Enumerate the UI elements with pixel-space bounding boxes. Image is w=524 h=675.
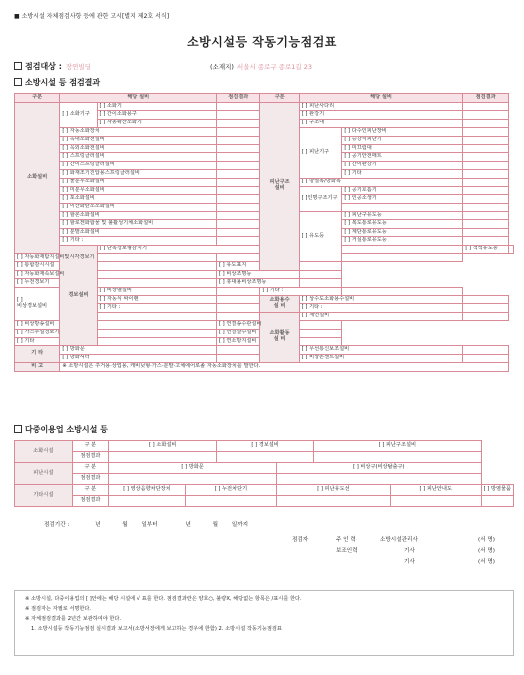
list-item[interactable]: [ ] 소화기 bbox=[97, 103, 216, 111]
group-label: 피난구조 설비 bbox=[260, 103, 299, 271]
result-cell[interactable] bbox=[97, 254, 216, 262]
list-item[interactable]: [ ] 자동확산소화기 bbox=[97, 119, 216, 127]
col-header: 해당 설비 bbox=[60, 94, 217, 103]
result-cell[interactable] bbox=[216, 186, 259, 194]
result-cell[interactable] bbox=[463, 111, 509, 119]
multi-use-table bbox=[14, 440, 514, 507]
list-item[interactable]: [ ] 연결살수설비 bbox=[216, 329, 299, 337]
result-cell[interactable] bbox=[216, 228, 259, 236]
inspection-target bbox=[14, 62, 91, 71]
list-item[interactable]: [ ] 유도표지 bbox=[216, 262, 299, 270]
result-cell[interactable] bbox=[216, 304, 259, 312]
list-item[interactable] bbox=[342, 203, 463, 211]
list-item[interactable]: [ ] 통합감시시설 bbox=[15, 262, 98, 270]
table-row bbox=[15, 321, 514, 329]
period-text: 월 bbox=[212, 522, 219, 528]
result-cell[interactable] bbox=[463, 203, 509, 211]
cell: 점검결과 bbox=[72, 474, 108, 485]
table-row bbox=[15, 279, 514, 287]
list-item[interactable]: [ ] 할로겐화합물 및 불활성기체소화설비 bbox=[60, 220, 217, 228]
list-item[interactable]: [ ] 제연설비 bbox=[299, 312, 463, 320]
result-cell[interactable] bbox=[216, 287, 259, 295]
list-item[interactable]: [ ] 비상벨설비 bbox=[97, 287, 216, 295]
col-header: 해당 설비 bbox=[299, 94, 463, 103]
table-row bbox=[15, 270, 514, 278]
col-header: 구분 bbox=[15, 94, 60, 103]
table-row bbox=[15, 262, 514, 270]
signature-field[interactable]: (서 명) bbox=[478, 537, 495, 543]
list-item[interactable]: [ ] 기타 : bbox=[260, 287, 342, 295]
assistant-label: 보조인력 bbox=[336, 548, 358, 554]
result-cell[interactable] bbox=[216, 203, 259, 211]
result-cell[interactable] bbox=[463, 186, 509, 194]
list-item[interactable]: [ ] 스프링클러설비 bbox=[60, 153, 217, 161]
result-cell[interactable] bbox=[463, 103, 509, 111]
list-item[interactable]: [ ] 누전경보기 bbox=[15, 279, 98, 287]
group-label: 소화활동 설 비 bbox=[260, 312, 299, 362]
result-cell[interactable] bbox=[216, 170, 259, 178]
period-text: 일부터 bbox=[141, 522, 158, 528]
period-text: 년 bbox=[185, 522, 191, 528]
list-item[interactable]: [ ] 기타 bbox=[15, 337, 98, 345]
list-item[interactable]: [ ] 무선통신보조설비 bbox=[299, 346, 463, 354]
list-item[interactable]: [ ] 공기호흡기 bbox=[342, 186, 463, 194]
list-item[interactable]: [ ] 할론소화설비 bbox=[60, 212, 217, 220]
remarks-text: ※ 소방시설은 주거용·상업용, 캐비닛형·가스·분말·고체에어로졸 자동소화장치를 말한다. bbox=[60, 363, 509, 371]
list-item[interactable]: [ ] 미끄럼대 bbox=[342, 144, 463, 152]
result-cell[interactable] bbox=[97, 262, 216, 270]
cell: 점검결과 bbox=[72, 496, 108, 507]
checkbox-cell[interactable]: [ ] 영상음향차단장치 bbox=[109, 485, 186, 496]
list-item[interactable]: [ ] 객석유도등 bbox=[463, 245, 509, 253]
note-line: ※ 점검자는 자필로 서명한다. bbox=[25, 606, 92, 612]
checkbox-cell[interactable]: [ ] 소화설비 bbox=[109, 441, 217, 452]
list-item[interactable]: [ ] 비상조명등 bbox=[216, 270, 299, 278]
table-row bbox=[15, 103, 514, 111]
checkbox-cell[interactable]: [ ] 누전차단기 bbox=[185, 485, 276, 496]
result-cell[interactable] bbox=[216, 237, 259, 245]
cell: 구 분 bbox=[72, 485, 108, 496]
result-cell[interactable] bbox=[216, 119, 259, 127]
period-text: 일까지 bbox=[231, 522, 249, 528]
list-item[interactable]: [ ] 다수인피난장비 bbox=[342, 128, 463, 136]
result-cell[interactable] bbox=[463, 153, 509, 161]
result-cell[interactable] bbox=[216, 346, 259, 354]
list-item[interactable]: [ ] 방화셔터 bbox=[60, 354, 217, 362]
result-cell[interactable] bbox=[299, 321, 342, 329]
section-title: 다중이용업 소방시설 등 bbox=[25, 425, 108, 434]
result-cell[interactable] bbox=[463, 304, 509, 312]
result-cell[interactable] bbox=[97, 337, 216, 345]
role-label: 소방시설관리사 bbox=[380, 537, 418, 543]
sub-group-label: [ ] 비상경보설비 bbox=[15, 287, 60, 321]
group-label: 소화용수 설 비 bbox=[260, 295, 299, 312]
period-text: 월 bbox=[122, 522, 128, 528]
list-item[interactable]: [ ] 이산화탄소소화설비 bbox=[60, 203, 217, 211]
result-cell[interactable] bbox=[216, 161, 259, 169]
list-item[interactable]: [ ] 기타 : bbox=[299, 304, 463, 312]
address-label: (소재지) bbox=[210, 63, 234, 71]
checkbox-icon[interactable] bbox=[14, 62, 22, 70]
list-item[interactable]: [ ] 포소화설비 bbox=[60, 195, 217, 203]
list-item[interactable]: [ ] 공기안전매트 bbox=[342, 153, 463, 161]
inspector-label: 점검자 bbox=[292, 537, 309, 543]
list-item[interactable]: [ ] 승강식피난기 bbox=[342, 136, 463, 144]
result-cell[interactable] bbox=[97, 270, 216, 278]
list-item[interactable]: [ ] 옥내소화전설비 bbox=[60, 136, 217, 144]
list-item[interactable]: [ ] 구조대 bbox=[299, 119, 463, 127]
address-value: 서울시 종로구 종로1길 23 bbox=[236, 63, 313, 71]
table-row bbox=[15, 329, 514, 337]
result-cell[interactable] bbox=[216, 153, 259, 161]
note-line: ※ 자체점검결과를 2년간 보관하여야 한다. bbox=[25, 616, 122, 622]
note-line: 1. 소방시설등 작동기능점검 실시결과 보고서(소방서장에게 보고하는 경우에 한함) 2. 소방시설 작동기능점검표 bbox=[31, 626, 282, 632]
result-cell[interactable] bbox=[463, 119, 509, 127]
result-cell[interactable] bbox=[216, 128, 259, 136]
checkbox-cell[interactable]: [ ] 비상구(비상탈출구) bbox=[277, 463, 482, 474]
result-cell[interactable] bbox=[463, 136, 509, 144]
address bbox=[210, 64, 312, 71]
period-label: 점검기간 : bbox=[44, 522, 70, 528]
role-label: 기사 bbox=[404, 559, 415, 565]
cell: 구 분 bbox=[72, 463, 108, 474]
col-header: 점검결과 bbox=[216, 94, 259, 103]
signature-field[interactable]: (서 명) bbox=[478, 548, 495, 554]
result-cell[interactable] bbox=[463, 295, 509, 303]
result-cell[interactable] bbox=[463, 228, 509, 236]
list-item[interactable]: [ ] 인공소생기 bbox=[342, 195, 463, 203]
list-item[interactable]: [ ] 가스누설경보기 bbox=[15, 329, 98, 337]
result-cell[interactable] bbox=[463, 128, 509, 136]
result-cell[interactable] bbox=[299, 337, 342, 345]
checkbox-cell[interactable]: [ ] 피난유도선 bbox=[277, 485, 391, 496]
result-cell[interactable] bbox=[216, 111, 259, 119]
list-item[interactable]: [ ] 방화문 bbox=[60, 346, 217, 354]
list-item[interactable]: [ ] 단독경보형감지기 bbox=[97, 245, 260, 253]
result-cell[interactable] bbox=[463, 178, 509, 186]
list-item[interactable]: [ ] 비상방송설비 bbox=[15, 321, 98, 329]
checkbox-icon[interactable] bbox=[14, 425, 22, 433]
result-cell[interactable] bbox=[463, 195, 509, 203]
list-item[interactable]: [ ] 분말소화설비 bbox=[60, 228, 217, 236]
checkbox-cell[interactable]: [ ] 방염물품 bbox=[481, 485, 513, 496]
result-cell[interactable] bbox=[463, 212, 509, 220]
list-item[interactable]: [ ] 간이소화용구 bbox=[97, 111, 216, 119]
checkbox-cell[interactable]: [ ] 방화문 bbox=[109, 463, 277, 474]
result-cell[interactable] bbox=[342, 245, 463, 253]
list-item[interactable]: [ ] 비상콘센트설비 bbox=[299, 354, 463, 362]
result-cell[interactable] bbox=[463, 237, 509, 245]
result-cell[interactable] bbox=[509, 245, 514, 253]
row-label: 소화시설 bbox=[15, 441, 73, 463]
target-value: 장연빌딩 bbox=[65, 63, 92, 71]
table-row bbox=[15, 337, 514, 345]
list-item[interactable]: [ ] 연결송수관설비 bbox=[216, 321, 299, 329]
list-item[interactable]: [ ] 휴대용비상조명등 bbox=[216, 279, 299, 287]
note-line: ※ 소방시설, 다중이용업의 [ ]안에는 해당 시설에 √ 표를 한다. 점검결과란은 양호○, 불량X, 해당없는 항목은 /표시를 한다. bbox=[25, 596, 302, 602]
result-cell[interactable] bbox=[216, 312, 259, 320]
list-item[interactable]: [ ] 자동화재탐지설비및시각경보기 bbox=[15, 254, 98, 262]
result-cell[interactable] bbox=[463, 170, 509, 178]
target-label: 점검대상 : bbox=[25, 62, 62, 71]
result-cell[interactable] bbox=[216, 195, 259, 203]
result-cell[interactable] bbox=[463, 144, 509, 152]
checkbox-cell[interactable]: [ ] 피난구조설비 bbox=[313, 441, 481, 452]
result-cell[interactable] bbox=[299, 262, 342, 270]
row-label: 피난시설 bbox=[15, 463, 73, 485]
cell: 점검결과 bbox=[72, 452, 108, 463]
checkbox-icon[interactable] bbox=[14, 78, 22, 86]
cell: 구 분 bbox=[72, 441, 108, 452]
checkbox-cell[interactable]: [ ] 경보설비 bbox=[217, 441, 314, 452]
remarks-label: 비 고 bbox=[15, 363, 60, 371]
result-cell[interactable] bbox=[216, 136, 259, 144]
section-title: 소방시설 등 점검결과 bbox=[25, 78, 101, 87]
result-cell[interactable] bbox=[216, 103, 259, 111]
list-item[interactable]: [ ] 물분무소화설비 bbox=[60, 178, 217, 186]
group-label: 기 타 bbox=[15, 346, 60, 363]
result-cell[interactable] bbox=[299, 279, 342, 287]
result-cell[interactable] bbox=[97, 321, 216, 329]
section-multi-use bbox=[14, 425, 108, 434]
checkbox-cell[interactable]: [ ] 피난안내도 bbox=[390, 485, 481, 496]
result-cell[interactable] bbox=[463, 354, 509, 362]
list-item[interactable]: [ ] 기타 : bbox=[97, 304, 216, 312]
list-item[interactable]: [ ] 상수도소화용수설비 bbox=[299, 295, 463, 303]
list-item[interactable]: [ ] 자동화재속보설비 bbox=[15, 270, 98, 278]
list-item[interactable]: [ ] 자동소화장치 bbox=[60, 128, 217, 136]
section-fire-systems bbox=[14, 78, 100, 87]
role-label: 기사 bbox=[404, 548, 415, 554]
sub-group-label: [ ] 피난기구 bbox=[299, 128, 342, 178]
result-cell[interactable] bbox=[216, 220, 259, 228]
result-cell[interactable] bbox=[216, 212, 259, 220]
sub-group-label: [ ] 소화기구 bbox=[60, 103, 97, 128]
list-item[interactable]: [ ] 연소방지설비 bbox=[216, 337, 299, 345]
result-cell[interactable] bbox=[299, 329, 342, 337]
list-item[interactable]: [ ] 기타 : bbox=[60, 237, 217, 245]
sub-group-label: [ ]인명구조기구 bbox=[299, 186, 342, 211]
result-cell[interactable] bbox=[463, 220, 509, 228]
col-header: 점검결과 bbox=[463, 94, 509, 103]
result-cell[interactable] bbox=[463, 161, 509, 169]
group-label: 소화설비 bbox=[15, 103, 60, 254]
sub-group-label: [ ] 유도등 bbox=[299, 212, 342, 262]
result-cell[interactable] bbox=[299, 270, 342, 278]
list-item[interactable]: [ ] 간이완강기 bbox=[342, 161, 463, 169]
result-cell[interactable] bbox=[342, 254, 463, 262]
result-cell[interactable] bbox=[216, 354, 259, 362]
row-label: 기타시설 bbox=[15, 485, 73, 507]
list-item[interactable]: [ ] 기타 bbox=[342, 170, 463, 178]
period-text: 년 bbox=[95, 522, 101, 528]
list-item[interactable] bbox=[97, 312, 216, 320]
result-cell[interactable] bbox=[216, 178, 259, 186]
list-item[interactable]: [ ] 복도통로유도등 bbox=[342, 220, 463, 228]
inspection-period bbox=[44, 522, 248, 528]
main-staff-label: 주 인 력 bbox=[336, 537, 356, 543]
list-item[interactable]: [ ] 피난사다리 bbox=[299, 103, 463, 111]
result-cell[interactable] bbox=[97, 279, 216, 287]
list-item[interactable]: [ ] 화재조기진압용스프링클러설비 bbox=[60, 170, 217, 178]
result-cell[interactable] bbox=[216, 144, 259, 152]
list-item[interactable]: [ ] 간이스프링클러설비 bbox=[60, 161, 217, 169]
fire-systems-table bbox=[14, 93, 514, 372]
list-item[interactable]: [ ] 계단통로유도등 bbox=[342, 228, 463, 236]
result-cell[interactable] bbox=[342, 287, 463, 295]
signature-field[interactable]: (서 명) bbox=[478, 559, 495, 565]
notes-box bbox=[14, 590, 514, 656]
list-item[interactable]: [ ] 거실통로유도등 bbox=[342, 237, 463, 245]
list-item[interactable]: [ ] 피난구유도등 bbox=[342, 212, 463, 220]
list-item[interactable]: [ ] 미분무소화설비 bbox=[60, 186, 217, 194]
list-item[interactable]: [ ] 옥외소화전설비 bbox=[60, 144, 217, 152]
list-item[interactable] bbox=[216, 254, 259, 262]
group-label: 경보설비 bbox=[60, 245, 97, 346]
list-item[interactable]: [ ] 자동식 싸이렌 bbox=[97, 295, 216, 303]
result-cell[interactable] bbox=[463, 346, 509, 354]
result-cell[interactable] bbox=[216, 295, 259, 303]
page-title: 소방시설등 작동기능점검표 bbox=[187, 35, 337, 49]
form-notice: ■ 소방시설 자체점검사항 등에 관한 고시[별지 제2호 서식] bbox=[14, 13, 170, 20]
result-cell[interactable] bbox=[463, 312, 509, 320]
result-cell[interactable] bbox=[97, 329, 216, 337]
col-header: 구분 bbox=[260, 94, 299, 103]
list-item[interactable]: [ ] 완강기 bbox=[299, 111, 463, 119]
list-item[interactable]: [ ] 방열복/방화복 bbox=[299, 178, 463, 186]
